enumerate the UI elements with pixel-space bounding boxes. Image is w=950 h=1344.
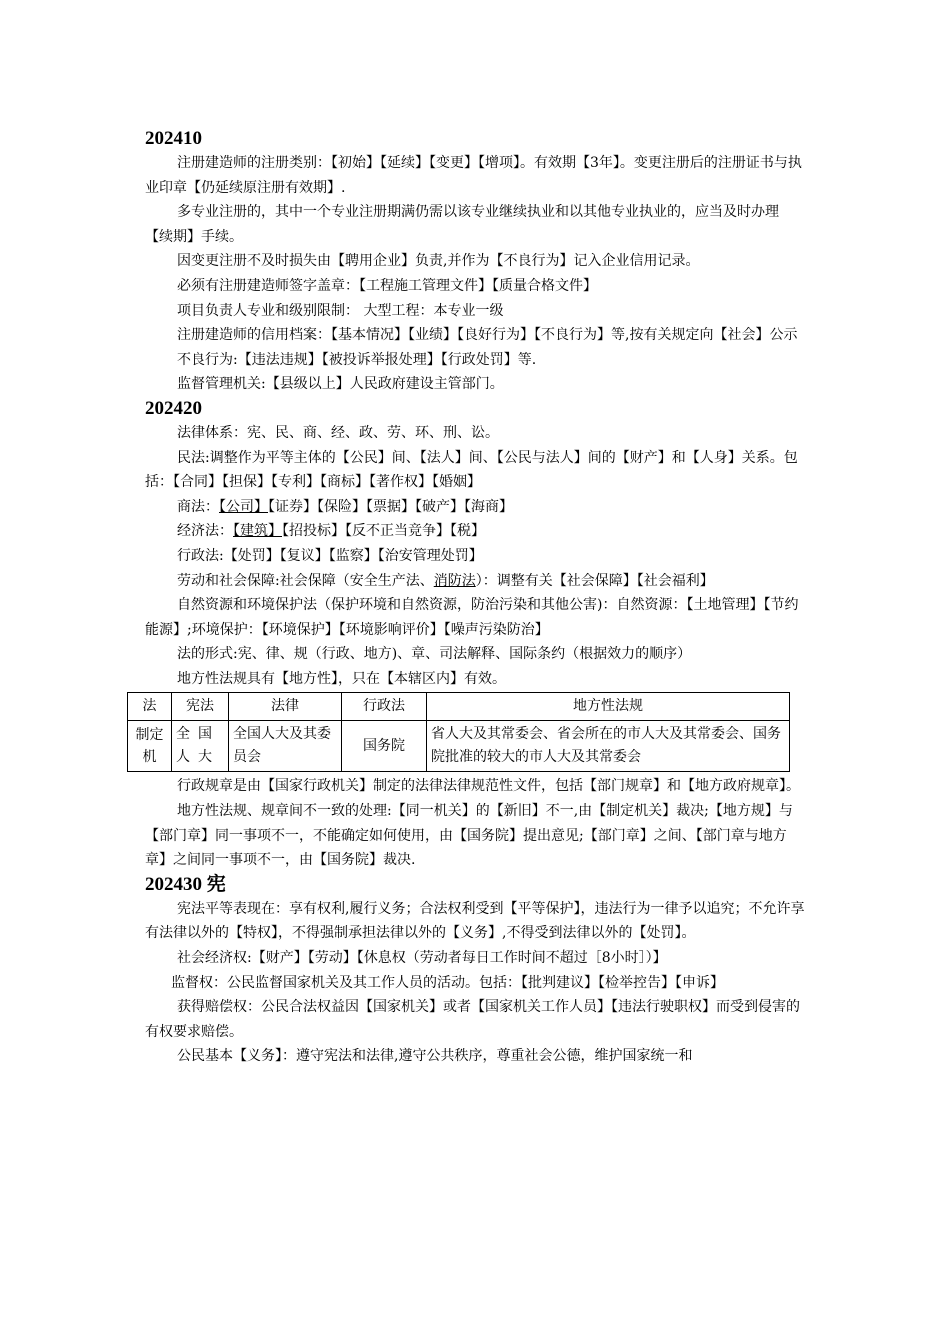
table-header-row	[128, 693, 790, 721]
text: 劳动和社会保障:社会保障（安全生产法、	[177, 572, 434, 589]
underlined-term: 【公司】	[219, 498, 268, 515]
table-row	[128, 721, 790, 772]
paragraph-labor-law	[145, 569, 805, 594]
paragraph: 法律体系：宪、民、商、经、政、劳、环、刑、讼。	[177, 424, 499, 441]
text: 【证券】【保险】【票据】【破产】【海商】	[268, 498, 513, 515]
table-cell: 全国人大及其委员会	[229, 721, 342, 772]
underlined-term: 消防法	[433, 572, 476, 589]
paragraph: 必须有注册建造师签字盖章：【工程施工管理文件】【质量合格文件】	[177, 277, 597, 294]
label: 经济法：	[177, 523, 233, 540]
text: 【招投标】【反不正当竞争】【税】	[282, 523, 485, 540]
paragraph: 注册建造师的信用档案：【基本情况】【业绩】【良好行为】【不良行为】等,按有关规定向【社会】公示	[177, 327, 798, 344]
paragraph: 不良行为:【违法违规】【被投诉举报处理】【行政处罚】等.	[177, 351, 537, 368]
underlined-term: 【建筑】	[233, 523, 282, 540]
section-heading-202430: 202430 宪	[145, 873, 226, 895]
section-heading-202410: 202410	[145, 128, 202, 149]
table-cell: 省人大及其常委会、省会所在的市人大及其常委会、国务院批准的较大的市人大及其常委会	[427, 721, 790, 772]
paragraph: 因变更注册不及时损失由【聘用企业】负责,并作为【不良行为】记入企业信用记录。	[177, 253, 700, 270]
paragraph: 监督管理机关:【县级以上】人民政府建设主管部门。	[177, 376, 504, 393]
paragraph: 注册建造师的注册类别：【初始】【延续】【变更】【增项】。有效期【3年】。变更注册后的注册证书与执业印章【仍延续原注册有效期】.	[145, 155, 802, 196]
paragraph: 地方性法规、规章间不一致的处理:【同一机关】的【新旧】不一,由【制定机关】裁决;【地方规】与【部门章】同一事项不一，不能确定如何使用，由【国务院】提出意见;【部门章】之间、【部门章与地方章】之间同一事项不一，由【国务院】裁决.	[145, 803, 793, 869]
paragraph: 多专业注册的，其中一个专业注册期满仍需以该专业继续执业和以其他专业执业的，应当及时办理【续期】手续。	[145, 204, 779, 245]
table-header-cell: 法律	[229, 693, 342, 721]
table-row-label: 制定机	[128, 721, 172, 772]
law-forms-table	[127, 692, 790, 772]
table-header-cell: 宪法	[172, 693, 229, 721]
paragraph: 监督权：公民监督国家机关及其工作人员的活动。包括：【批判建议】【检举控告】【申诉】	[171, 974, 724, 991]
paragraph: 地方性法规具有【地方性】，只在【本辖区内】有效。	[177, 670, 506, 687]
paragraph: 行政规章是由【国家行政机关】制定的法律法律规范性文件，包括【部门规章】和【地方政府规章】。	[177, 778, 800, 795]
paragraph-commercial-law	[145, 495, 805, 520]
paragraph: 社会经济权:【财产】【劳动】【休息权（劳动者每日工作时间不超过［8小时］）】	[177, 950, 667, 967]
label: 商法：	[177, 498, 219, 515]
paragraph: 获得赔偿权：公民合法权益因【国家机关】或者【国家机关工作人员】【违法行驶职权】而受到侵害的有权要求赔偿。	[145, 999, 800, 1040]
section-heading-202420: 202420	[145, 397, 202, 419]
table-header-cell: 地方性法规	[427, 693, 790, 721]
paragraph: 宪法平等表现在：享有权利,履行义务；合法权利受到【平等保护】，违法行为一律予以追究；不允许享有法律以外的【特权】，不得强制承担法律以外的【义务】,不得受到法律以外的【处罚】。	[145, 900, 805, 942]
paragraph: 项目负责人专业和级别限制： 大型工程：本专业一级	[177, 302, 504, 319]
paragraph: 自然资源和环境保护法（保护环境和自然资源，防治污染和其他公害)：自然资源：【土地管理】【节约能源】;环境保护：【环境保护】【环境影响评价】【噪声污染防治】	[145, 597, 799, 638]
paragraph-economic-law	[145, 519, 805, 544]
paragraph-administrative-law: 行政法:【处罚】【复议】【监察】【治安管理处罚】	[177, 547, 483, 564]
paragraph: 法的形式:宪、律、规（行政、地方)、章、司法解释、国际条约（根据效力的顺序）	[177, 646, 692, 663]
text: ）：调整有关【社会保障】【社会福利】	[475, 572, 714, 589]
table-cell: 全国人大	[172, 721, 229, 772]
paragraph: 民法:调整作为平等主体的【公民】间、【法人】间、【公民与法人】间的【财产】和【人身】关系。包括：【合同】【担保】【专利】【商标】【著作权】【婚姻】	[145, 449, 798, 491]
table-cell: 国务院	[342, 721, 427, 772]
table-header-cell: 行政法	[342, 693, 427, 721]
table-header-cell: 法	[128, 693, 172, 721]
paragraph: 公民基本【义务】：遵守宪法和法律,遵守公共秩序，尊重社会公德，维护国家统一和	[177, 1048, 693, 1065]
document-content	[135, 127, 805, 1069]
